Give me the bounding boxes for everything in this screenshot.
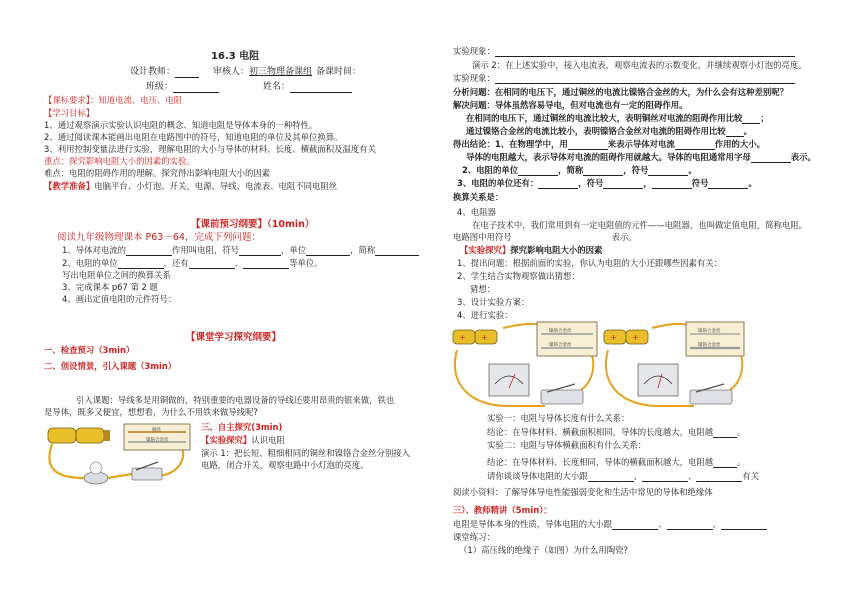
resistor-symbol-text: 电路图中用符号 bbox=[453, 232, 512, 242]
resistor-line-1: 在电子技术中，我们常用到有一定电阻值的元件——电阻器，也叫做定值电阻，简称电阻。 bbox=[472, 220, 807, 230]
goal-2: 2、通过阅读课本能画出电阻在电路图中的符号，知道电阻的单位及其单位换算。 bbox=[44, 132, 343, 142]
section-self-explore: 三、自主探究(3min) bbox=[201, 422, 283, 432]
blank bbox=[742, 114, 760, 124]
name-blank bbox=[290, 83, 352, 93]
experiment-3 bbox=[487, 471, 759, 482]
property-row bbox=[453, 519, 767, 530]
wire bbox=[581, 354, 593, 390]
blank bbox=[568, 140, 608, 150]
explore-row bbox=[201, 435, 285, 446]
blank bbox=[306, 246, 350, 256]
blank bbox=[708, 179, 748, 189]
designer-label: 设计教师： bbox=[130, 67, 176, 77]
common-e: 。 bbox=[748, 178, 757, 188]
prep-time-label: 备课时间： bbox=[316, 67, 362, 77]
header-info-row bbox=[130, 67, 361, 78]
blank bbox=[243, 259, 289, 269]
blank bbox=[588, 472, 634, 482]
reviewer-label: 审核人： bbox=[213, 67, 250, 77]
blank bbox=[118, 259, 164, 269]
blank bbox=[713, 458, 737, 468]
conclusion-1 bbox=[453, 139, 765, 150]
preview-q2-a: 2、电阻的单位 bbox=[62, 258, 118, 268]
common-units-row bbox=[457, 178, 757, 189]
wire-label: 镍铬合金丝 bbox=[698, 329, 721, 334]
blank bbox=[375, 246, 419, 256]
experiment-2-conclusion-text: 结论：在导体材料、长度相同，导体的横截面积越大，电阻越 bbox=[487, 457, 714, 467]
same-voltage-2-text: 通过镍铬合金丝的电流比较小，表明镍铬合金丝对电流的阻碍作用比较 bbox=[466, 126, 726, 136]
experiment-2-conclusion: 结论：在导体材料、长度相同，导体的横截面积越大，电阻越 。 bbox=[487, 457, 746, 467]
blank bbox=[721, 520, 767, 530]
step-4: 4、进行实验： bbox=[457, 310, 513, 320]
preview-q3: 3、完成课本 p67 第 2 题 bbox=[62, 282, 158, 292]
wire bbox=[730, 354, 742, 390]
light-bulb-icon bbox=[90, 462, 102, 474]
property-a: 电阻是导体本身的性质，导体电阻的大小跟 bbox=[453, 519, 613, 529]
page-title: 16.3 电阻 bbox=[211, 51, 260, 62]
ammeter-icon bbox=[638, 364, 678, 396]
blank bbox=[189, 259, 235, 269]
blank bbox=[612, 520, 658, 530]
goal-1: 1、通过观察演示实验认识电阻的概念、知道电阻是导体本身的一种特性。 bbox=[44, 120, 318, 130]
designer-blank bbox=[175, 68, 199, 78]
blank bbox=[495, 47, 795, 57]
blank bbox=[751, 153, 791, 163]
experiment-circuit-area bbox=[596, 320, 746, 412]
step-1: 1、提出问题：根据前面的实验，你认为电阻的大小还跟哪些因素有关： bbox=[457, 258, 722, 268]
experiment-1-conclusion: 结论：在导体材料、横截面积相同，导体的长度越大，电阻越 。 bbox=[487, 427, 746, 437]
blank bbox=[538, 179, 578, 189]
demo1-line-1: 演示 1：把长短、粗细相同的铜丝和镍铬合金丝分别接入 bbox=[201, 448, 410, 458]
explore-text: 认识电阻 bbox=[251, 435, 285, 445]
experiment-3-c: 、 bbox=[687, 471, 697, 481]
common-b: ，符号 bbox=[578, 178, 604, 188]
ammeter-icon bbox=[489, 364, 529, 396]
preview-q2-e: 写出电阻单位之间的换算关系 bbox=[62, 270, 171, 280]
intro-line-1: 引入课题：导线多是用铜做的，特别重要的电器设备的导线还要用昂贵的银来做，铁也 bbox=[76, 395, 395, 405]
demo1-line-2: 电路，闭合开关，观察电路中小灯泡的亮度。 bbox=[201, 460, 369, 470]
section-teacher-explains: 三）、教师精讲（5min）： bbox=[453, 505, 552, 515]
resistor-title: 4、电阻器 bbox=[457, 207, 496, 217]
wire-label: 镍铬合金丝 bbox=[698, 343, 721, 348]
wire-board bbox=[686, 322, 744, 356]
preview-intro: 阅读九年级物理课本 P63－64，完成下列问题： bbox=[57, 232, 261, 243]
practice-label: 课堂练习： bbox=[453, 532, 495, 542]
experiment-3-b: 、 bbox=[633, 471, 642, 481]
experiment-1-conclusion-text: 结论：在导体材料、横截面积相同，导体的长度越大，电阻越 bbox=[487, 427, 714, 437]
reading-material: 阅读小资料：了解导体导电性能强弱变化和生活中常见的导体和绝缘体 bbox=[453, 487, 713, 497]
circuit-diagram-copper-nichrome bbox=[40, 422, 196, 490]
preview-q2-c: 、 bbox=[234, 258, 244, 268]
unit-c: ，符号 bbox=[623, 165, 649, 175]
common-a: 3、电阻的单位还有： bbox=[457, 178, 539, 188]
difficulty: 难点：电阻的阻碍作用的理解。探究得出影响电阻大小的因素 bbox=[44, 168, 271, 178]
blank bbox=[239, 246, 281, 256]
property-c: 、 bbox=[712, 519, 721, 529]
goal-3: 3、利用控制变量法进行实验，理解电阻的大小与导体的材料、长度、横截面积及温度有关 bbox=[44, 144, 376, 154]
battery-plus-icon: + bbox=[481, 333, 488, 342]
common-c: ， bbox=[643, 178, 652, 188]
observation-2 bbox=[453, 73, 795, 84]
wire-board bbox=[537, 322, 597, 356]
conclusion-a: 得出结论：1、在物理学中，用 bbox=[453, 139, 568, 149]
experiment-row bbox=[460, 245, 602, 256]
experiment-circuit-length bbox=[445, 320, 600, 412]
preview-q1-b: 作用叫电阻，符号 bbox=[171, 245, 239, 255]
experiment-3-a: 请你谈谈导体电阻的大小跟 bbox=[487, 471, 588, 481]
practice-question-1: （1）高压线的绝缘子（如图）为什么用陶瓷? bbox=[459, 545, 628, 555]
blank bbox=[495, 74, 795, 84]
step-2: 2、学生结合实物观察做出猜想： bbox=[457, 271, 580, 281]
blank bbox=[518, 166, 558, 176]
battery-icon bbox=[76, 428, 104, 443]
preview-q1-d: ，简称 bbox=[350, 245, 376, 255]
experiment-2-question: 实验二：电阻与导体横截面积有什么关系： bbox=[487, 440, 647, 450]
blank bbox=[696, 472, 742, 482]
same-voltage-1-text: 在相同的电压下，通过铜丝的电流比较大，表明铜丝对电流的阻碍作用比较 bbox=[466, 113, 743, 123]
blank bbox=[675, 140, 715, 150]
common-d: 符号 bbox=[691, 178, 709, 188]
preview-q2-d: 等单位。 bbox=[289, 258, 323, 268]
blank bbox=[583, 166, 623, 176]
observation-2-label: 实验现象： bbox=[453, 73, 495, 83]
unit-row bbox=[462, 165, 697, 176]
preview-q4: 4、画出定值电阻的元件符号： bbox=[62, 294, 177, 304]
resistor-symbol-end: 表示。 bbox=[611, 232, 637, 242]
blank bbox=[603, 179, 643, 189]
conclusion-c: 作用的大小。 bbox=[714, 139, 765, 149]
standards: 【课标要求】：知道电流、电压、电阻 bbox=[44, 95, 183, 105]
battery-plus-icon: + bbox=[459, 333, 466, 342]
materials-text: 电脑平台、小灯泡、开关、电源、导线、电流表、电阻不同电阻丝 bbox=[94, 181, 338, 191]
blank bbox=[648, 166, 688, 176]
wire-label: 镍铬合金丝 bbox=[549, 343, 572, 348]
step-3: 3、设计实验方案： bbox=[457, 297, 530, 307]
goals-title: 【学习目标】 bbox=[44, 108, 95, 118]
name-label: 姓名： bbox=[263, 82, 291, 92]
battery-icon bbox=[48, 428, 76, 443]
class-title: 【课堂学习探究纲要】 bbox=[186, 332, 282, 343]
analysis-question: 分析问题：在相同的电压下，通过铜丝的电流比镍铬合金丝的大，为什么会有这种差别呢？ bbox=[453, 87, 788, 97]
blank bbox=[726, 127, 744, 137]
blank bbox=[652, 179, 692, 189]
blank bbox=[642, 472, 688, 482]
solve-question: 解决问题：导体虽然容易导电，但对电流也有一定的阻碍作用。 bbox=[453, 100, 688, 110]
section-intro: 二、创设情景，引入课题（3min） bbox=[44, 361, 177, 371]
blank bbox=[667, 520, 713, 530]
explore-label: 【实验探究】 bbox=[201, 435, 252, 445]
same-voltage-1: 在相同的电压下，通过铜丝的电流比较大，表明铜丝对电流的阻碍作用比较 ； bbox=[466, 113, 769, 123]
blank bbox=[126, 246, 172, 256]
experiment-label: 【实验探究】 bbox=[460, 245, 511, 255]
step-guess: 猜想： bbox=[470, 284, 496, 294]
resistance-bigger-b: 表示。 bbox=[790, 152, 816, 162]
battery-plus-icon: + bbox=[632, 333, 639, 342]
wire-label-copper: 铜丝 bbox=[152, 428, 161, 433]
intro-line-2: 是导体，既多又便宜，想想看，为什么不用铁来做导线呢? bbox=[44, 407, 258, 417]
resistor-line-2 bbox=[453, 232, 637, 243]
blank bbox=[713, 428, 737, 438]
section-check-preview: 一、检查预习（3min） bbox=[44, 345, 135, 355]
experiment-text: 探究影响电阻大小的因素 bbox=[510, 245, 603, 255]
property-b: 、 bbox=[658, 519, 667, 529]
battery-plus-icon: + bbox=[610, 333, 617, 342]
preview-q1-a: 1、导体对电流的 bbox=[62, 245, 126, 255]
demo-2: 演示 2：在上述实验中，接入电流表，观察电流表的示数变化，并继续观察小灯泡的亮度。 bbox=[472, 60, 807, 70]
class-blank bbox=[173, 83, 219, 93]
resistance-bigger bbox=[466, 152, 816, 163]
experiment-3-d: 有关 bbox=[742, 471, 759, 481]
key-point: 重点：探究影响电阻大小的因素的实验。 bbox=[44, 156, 195, 166]
same-voltage-2: 通过镍铬合金丝的电流比较小，表明镍铬合金丝对电流的阻碍作用比较 。 bbox=[466, 126, 752, 136]
materials-label: 【教学准备】 bbox=[44, 181, 95, 191]
battery-terminal bbox=[104, 430, 110, 441]
observation-1-label: 实验现象： bbox=[453, 46, 495, 56]
wire-label-nichrome: 镍铬合金丝 bbox=[146, 438, 169, 443]
unit-b: ，简称 bbox=[558, 165, 584, 175]
preview-q2-b: ，还有 bbox=[163, 258, 189, 268]
resistance-bigger-a: 导体的电阻越大，表示导体对电流的阻碍作用就越大。导体的电阻通常用字母 bbox=[466, 152, 751, 162]
experiment-1-question: 实验一：电阻与导体长度有什么关系： bbox=[487, 413, 630, 423]
conversion: 换算关系是： bbox=[453, 192, 504, 202]
conclusion-b: 来表示导体对电流 bbox=[607, 139, 675, 149]
observation-1 bbox=[453, 46, 795, 57]
preview-q2 bbox=[62, 258, 323, 269]
preview-q1-c: ，单位 bbox=[280, 245, 307, 255]
class-label: 班级： bbox=[146, 82, 174, 92]
unit-a: 2、电阻的单位 bbox=[462, 165, 519, 175]
materials-row bbox=[44, 181, 337, 192]
preview-q1 bbox=[62, 245, 419, 256]
reviewer-value: 初三物理备课组 bbox=[249, 67, 313, 77]
preview-title: 【课前预习纲要】（10min） bbox=[191, 219, 315, 230]
wire-label: 镍铬合金丝 bbox=[549, 329, 572, 334]
class-name-row bbox=[146, 82, 352, 93]
unit-d: 。 bbox=[688, 165, 697, 175]
